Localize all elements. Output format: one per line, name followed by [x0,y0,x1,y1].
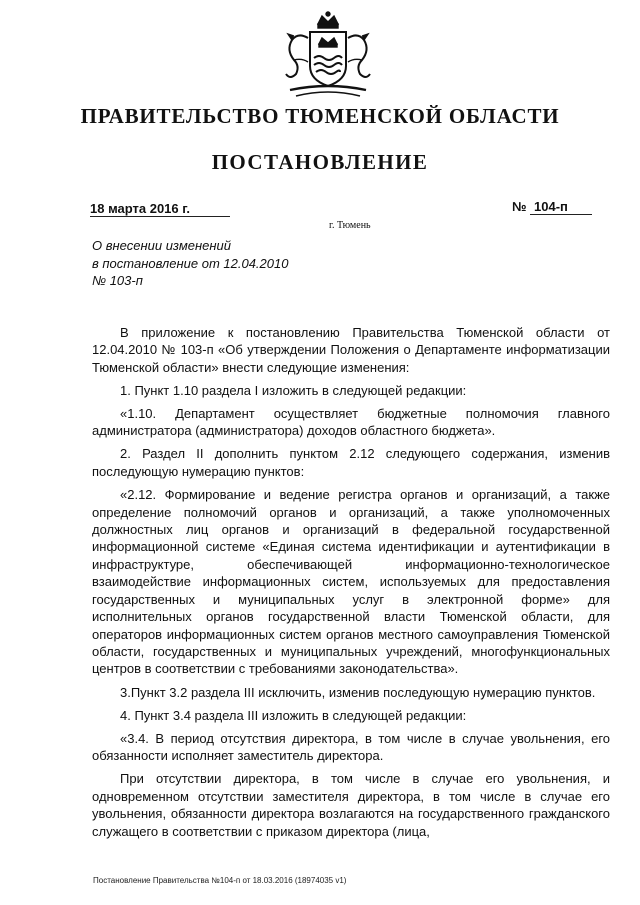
coat-of-arms-icon [272,10,384,102]
document-footer: Постановление Правительства №104-п от 18.03.2016 (18974035 v1) [93,876,347,885]
document-date: 18 марта 2016 г. [90,201,190,216]
number-underline [530,214,592,215]
body-paragraph: В приложение к постановлению Правительства Тюменской области от 12.04.2010 № 103-п «Об утверждении Положения о Департаменте информатизации Тюменской области» внести следующие изменения: [92,325,610,375]
document-number-label: № [512,199,527,214]
issuing-authority: ПРАВИТЕЛЬСТВО ТЮМЕНСКОЙ ОБЛАСТИ [80,104,560,128]
body-paragraph: 1. Пункт 1.10 раздела I изложить в следующей редакции: [120,383,467,399]
document-city: г. Тюмень [329,220,371,231]
subject-line: в постановление от 12.04.2010 [92,255,289,271]
document-number: 104-п [534,199,568,214]
document-subject [92,237,372,290]
body-paragraph: 3.Пункт 3.2 раздела III исключить, изменив последующую нумерацию пунктов. [120,684,596,700]
body-paragraph: При отсутствии директора, в том числе в случае его увольнения, и одновременном отсутствии заместителя директора, в том числе в случае его увольнения, обязанности директора возлагаются на государственного гражданского служащего в соответствии с приказом директора (лица, [92,771,610,839]
document-type: ПОСТАНОВЛЕНИЕ [211,150,429,174]
body-paragraph: «1.10. Департамент осуществляет бюджетные полномочия главного администратора (администратора) доходов областного бюджета». [92,405,610,439]
subject-line: О внесении изменений [92,238,231,253]
body-paragraph: «3.4. В период отсутствия директора, в том числе в случае увольнения, его обязанности исполняет заместитель директора. [92,730,610,763]
subject-line: № 103-п [92,273,143,288]
document-body [92,324,610,846]
date-underline [90,216,230,217]
body-paragraph: «2.12. Формирование и ведение регистра органов и организаций, а также определение полномочий органов и организаций, а также уполномоченных должностных лиц органов и организаций в федеральной государственной информационной системе «Единая система идентификации и аутентификации в инфраструктуре, обеспечивающей информационно-технологическое взаимодействие информационных систем, используемых для предоставления государственных и муниципальных услуг в электронной форме» для исполнительных органов государственной власти Тюменской области, для операторов информационных систем органов местного самоуправления Тюменской области, государственных и муниципальных учреждений, многофункциональных центров в соответствии с требованиями законодательства». [92,487,610,677]
body-paragraph: 4. Пункт 3.4 раздела III изложить в следующей редакции: [120,708,467,724]
body-paragraph: 2. Раздел II дополнить пунктом 2.12 следующего содержания, изменив последующую нумерацию пунктов: [92,446,610,479]
